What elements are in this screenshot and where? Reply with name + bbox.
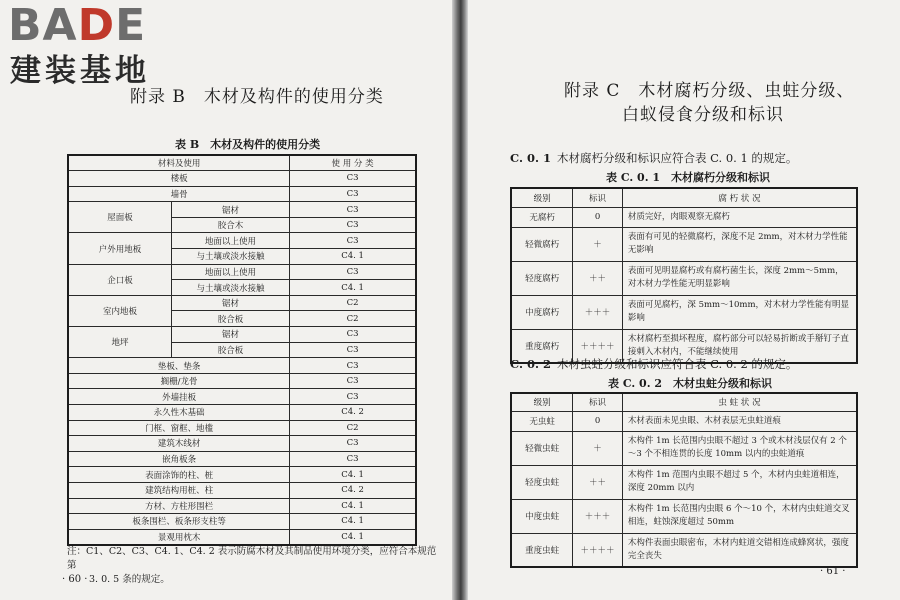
row-class: C4. 2 — [290, 482, 416, 498]
table-row — [511, 431, 857, 465]
row-sub: 与土壤或淡水接触 — [171, 249, 289, 265]
row-group: 室内地板 — [68, 295, 171, 326]
row-class: C3 — [290, 342, 416, 358]
row-sub: 与土壤或淡水接触 — [171, 280, 289, 296]
row-desc: 表面可见明显腐朽或有腐朽菌生长，深度 2mm～5mm，对木材力学性能无明显影响 — [622, 261, 857, 295]
table-row — [68, 295, 416, 311]
clause-c01-text: 木材腐朽分级和标识应符合表 C. 0. 1 的规定。 — [556, 151, 798, 165]
row-name: 方材、方柱形围栏 — [68, 498, 290, 514]
table-c02 — [510, 392, 858, 568]
row-name: 外墙挂板 — [68, 389, 290, 405]
row-level: 轻微虫蛀 — [511, 431, 573, 465]
page-number-left: · 60 · — [62, 574, 88, 585]
clause-c02 — [510, 356, 797, 372]
row-level: 轻微腐朽 — [511, 227, 573, 261]
appendix-c-heading-line-2: 白蚁侵食分级和标识 — [622, 105, 784, 125]
row-desc: 木构件表面虫眼密布，木材内蛀道交错相连成蜂窝状，强度完全丧失 — [622, 533, 857, 567]
row-mark: ＋＋＋ — [573, 499, 623, 533]
row-class: C3 — [290, 186, 416, 202]
table-row — [68, 202, 416, 218]
row-class: C4. 1 — [290, 467, 416, 483]
table-row — [68, 420, 416, 436]
row-class: C3 — [290, 171, 416, 187]
table-row — [68, 327, 416, 343]
table-b — [67, 154, 417, 546]
row-class: C3 — [290, 327, 416, 343]
row-group: 屋面板 — [68, 202, 171, 233]
row-group: 企口板 — [68, 264, 171, 295]
row-class: C4. 1 — [290, 498, 416, 514]
row-class: C4. 1 — [290, 280, 416, 296]
row-class: C3 — [290, 358, 416, 374]
table-row — [68, 389, 416, 405]
header-level: 级别 — [511, 393, 573, 411]
header-mark: 标识 — [573, 393, 623, 411]
table-row — [511, 227, 857, 261]
row-desc: 表面有可见的轻微腐朽，深度不足 2mm，对木材力学性能无影响 — [622, 227, 857, 261]
table-row — [68, 358, 416, 374]
row-name: 永久性木基础 — [68, 405, 290, 421]
row-name: 垫板、垫条 — [68, 358, 290, 374]
table-c01-caption: 表 C. 0. 1 木材腐朽分级和标识 — [606, 171, 771, 184]
row-level: 重度虫蛀 — [511, 533, 573, 567]
row-class: C3 — [290, 202, 416, 218]
row-name: 墙骨 — [68, 186, 290, 202]
row-desc: 木构件 1m 长范围内虫眼 6 个～10 个，木材内虫蛀道交叉相连，蛀蚀深度超过 50mm — [622, 499, 857, 533]
row-desc: 木构件 1m 范围内虫眼不超过 5 个，木材内虫蛀道相连，深度 20mm 以内 — [622, 465, 857, 499]
row-class: C4. 1 — [290, 529, 416, 545]
header-level: 级别 — [511, 188, 573, 207]
row-level: 重度腐朽 — [511, 329, 573, 363]
row-sub: 胶合板 — [171, 342, 289, 358]
page-number-right: · 61 · — [820, 566, 846, 577]
row-mark: ＋ — [573, 227, 623, 261]
table-row — [511, 261, 857, 295]
table-row — [511, 295, 857, 329]
row-name: 嵌角板条 — [68, 451, 290, 467]
table-row — [68, 436, 416, 452]
row-level: 无虫蛀 — [511, 411, 573, 431]
row-desc: 木材表面未见虫眼、木材表层无虫蛀道痕 — [622, 411, 857, 431]
table-c01 — [510, 187, 858, 364]
row-sub: 胶合木 — [171, 217, 289, 233]
table-row — [68, 451, 416, 467]
header-material: 材料及使用 — [68, 155, 290, 171]
table-row — [511, 533, 857, 567]
table-row — [68, 405, 416, 421]
row-level: 中度腐朽 — [511, 295, 573, 329]
row-name: 板条围栏、板条形支柱等 — [68, 514, 290, 530]
table-b-caption: 表 B 木材及构件的使用分类 — [175, 138, 321, 151]
watermark-brand-pre: BA — [8, 0, 78, 51]
row-class: C3 — [290, 389, 416, 405]
row-sub: 锯材 — [171, 327, 289, 343]
table-row — [511, 499, 857, 533]
table-b-note — [67, 545, 439, 587]
row-mark: ＋＋＋ — [573, 295, 623, 329]
row-sub: 锯材 — [171, 295, 289, 311]
row-group: 地坪 — [68, 327, 171, 358]
row-class: C2 — [290, 311, 416, 327]
table-row — [68, 529, 416, 545]
book-spine — [452, 0, 468, 600]
row-class: C3 — [290, 436, 416, 452]
row-level: 轻度腐朽 — [511, 261, 573, 295]
row-mark: 0 — [573, 411, 623, 431]
note-line-2: 3. 0. 5 条的规定。 — [89, 574, 170, 585]
row-name: 表面涂饰的柱、桩 — [68, 467, 290, 483]
table-row — [68, 186, 416, 202]
header-status: 腐 朽 状 况 — [622, 188, 857, 207]
row-group: 户外用地板 — [68, 233, 171, 264]
row-sub: 地面以上使用 — [171, 233, 289, 249]
table-row — [68, 482, 416, 498]
row-level: 中度虫蛀 — [511, 499, 573, 533]
row-desc: 木材腐朽至损坏程度，腐朽部分可以轻易折断或手掰钉子直接刺入木材内，不能继续使用 — [622, 329, 857, 363]
row-class: C3 — [290, 217, 416, 233]
row-class: C4. 1 — [290, 249, 416, 265]
row-class: C3 — [290, 264, 416, 280]
watermark-brand-mid: D — [77, 0, 116, 51]
table-row — [68, 264, 416, 280]
row-class: C3 — [290, 233, 416, 249]
row-sub: 地面以上使用 — [171, 264, 289, 280]
header-class: 使 用 分 类 — [290, 155, 416, 171]
table-row — [68, 233, 416, 249]
row-mark: ＋＋ — [573, 465, 623, 499]
watermark-brand-post: E — [115, 0, 147, 51]
row-desc: 木构件 1m 长范围内虫眼不超过 3 个或木材浅层仅有 2 个～3 个不相连贯的长度 10mm 以内的虫蛀道痕 — [622, 431, 857, 465]
table-row — [511, 465, 857, 499]
row-desc: 表面可见腐朽，深 5mm～10mm，对木材力学性能有明显影响 — [622, 295, 857, 329]
header-mark: 标识 — [573, 188, 623, 207]
row-mark: ＋＋ — [573, 261, 623, 295]
table-header-row — [511, 188, 857, 207]
row-mark: ＋ — [573, 431, 623, 465]
watermark-brand-cn: 建装基地 — [10, 53, 150, 89]
table-row — [511, 411, 857, 431]
row-name: 建筑木线材 — [68, 436, 290, 452]
table-header-row — [68, 155, 416, 171]
row-name: 门框、窗框、地槛 — [68, 420, 290, 436]
table-row — [68, 171, 416, 187]
row-class: C4. 1 — [290, 514, 416, 530]
row-class: C3 — [290, 451, 416, 467]
row-mark: ＋＋＋＋ — [573, 533, 623, 567]
row-mark: 0 — [573, 207, 623, 227]
table-row — [68, 498, 416, 514]
row-sub: 胶合板 — [171, 311, 289, 327]
appendix-b-heading: 附录 B 木材及构件的使用分类 — [130, 87, 384, 107]
watermark-logo — [8, 2, 146, 50]
header-status: 虫 蛀 状 况 — [622, 393, 857, 411]
appendix-c-heading-line-1: 附录 C 木材腐朽分级、虫蛀分级、 — [564, 81, 855, 101]
row-class: C2 — [290, 420, 416, 436]
clause-c02-number: C. 0. 2 — [510, 357, 551, 371]
row-level: 无腐朽 — [511, 207, 573, 227]
right-page — [468, 0, 900, 600]
row-name: 搁栅/龙骨 — [68, 373, 290, 389]
row-mark: ＋＋＋＋ — [573, 329, 623, 363]
row-desc: 材质完好，肉眼观察无腐朽 — [622, 207, 857, 227]
row-level: 轻度虫蛀 — [511, 465, 573, 499]
table-row — [68, 514, 416, 530]
row-sub: 锯材 — [171, 202, 289, 218]
clause-c01 — [510, 150, 797, 166]
row-name: 景观用枕木 — [68, 529, 290, 545]
row-class: C4. 2 — [290, 405, 416, 421]
row-class: C2 — [290, 295, 416, 311]
table-header-row — [511, 393, 857, 411]
clause-c01-number: C. 0. 1 — [510, 151, 551, 165]
row-name: 建筑结构用桩、柱 — [68, 482, 290, 498]
table-row — [68, 373, 416, 389]
clause-c02-text: 木材虫蛀分级和标识应符合表 C. 0. 2 的规定。 — [556, 357, 798, 371]
table-c02-caption: 表 C. 0. 2 木材虫蛀分级和标识 — [608, 377, 773, 390]
table-row — [511, 207, 857, 227]
row-name: 楼板 — [68, 171, 290, 187]
table-row — [68, 467, 416, 483]
note-line-1: 注：C1、C2、C3、C4. 1、C4. 2 表示防腐木材及其制品使用环境分类，应符合本规范第 — [67, 546, 437, 571]
row-class: C3 — [290, 373, 416, 389]
